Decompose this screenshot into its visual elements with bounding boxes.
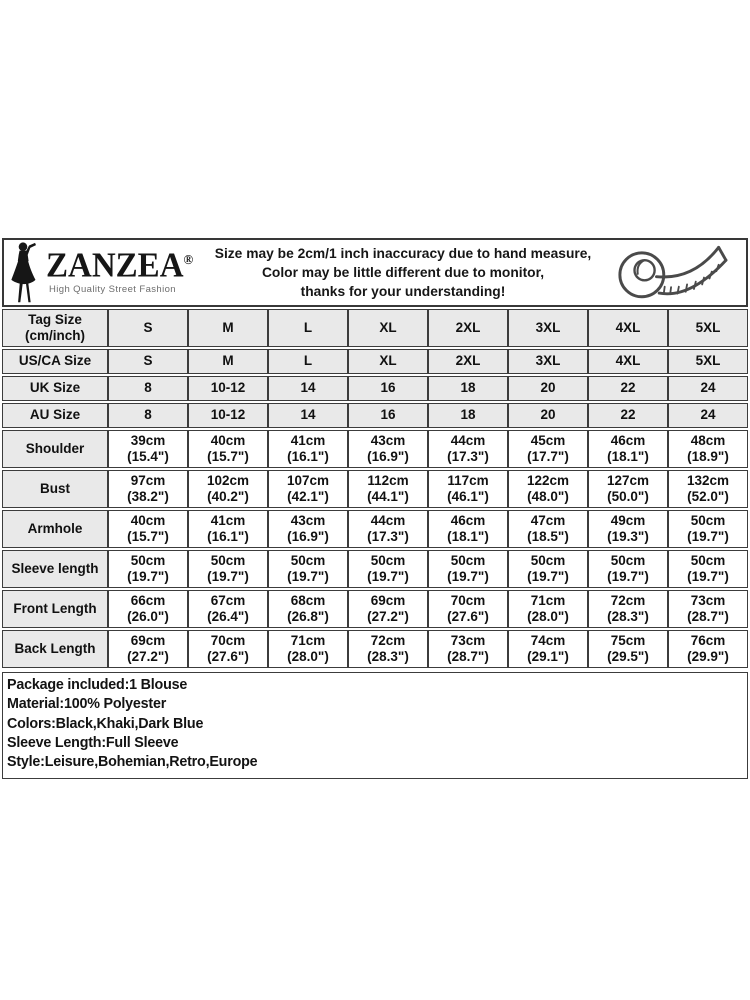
row-label-cell: Armhole	[2, 510, 108, 548]
size-notice	[200, 244, 606, 301]
size-value-cell: 102cm (40.2")	[188, 470, 268, 508]
size-value-cell: L	[268, 349, 348, 374]
size-value-cell: 50cm (19.7")	[428, 550, 508, 588]
size-value-cell: 40cm (15.7")	[108, 510, 188, 548]
size-value-cell: 4XL	[588, 349, 668, 374]
size-value-cell: 132cm (52.0")	[668, 470, 748, 508]
brand-tagline: High Quality Street Fashion	[49, 284, 176, 296]
size-value-cell: 68cm (26.8")	[268, 590, 348, 628]
measuring-tape-icon	[609, 241, 735, 305]
size-value-cell: M	[188, 309, 268, 347]
row-label-cell: Back Length	[2, 630, 108, 668]
size-value-cell: 66cm (26.0")	[108, 590, 188, 628]
row-label-cell: Front Length	[2, 590, 108, 628]
row-label-cell: Shoulder	[2, 430, 108, 468]
table-row	[2, 349, 748, 374]
table-row	[2, 430, 748, 468]
size-value-cell: 24	[668, 403, 748, 428]
size-value-cell: 50cm (19.7")	[588, 550, 668, 588]
size-value-cell: 112cm (44.1")	[348, 470, 428, 508]
size-value-cell: 20	[508, 376, 588, 401]
size-value-cell: 50cm (19.7")	[268, 550, 348, 588]
size-value-cell: 43cm (16.9")	[348, 430, 428, 468]
row-label-cell: UK Size	[2, 376, 108, 401]
size-value-cell: 97cm (38.2")	[108, 470, 188, 508]
size-value-cell: 50cm (19.7")	[348, 550, 428, 588]
size-value-cell: 22	[588, 403, 668, 428]
table-row	[2, 590, 748, 628]
size-value-cell: 18	[428, 403, 508, 428]
size-chart-sheet	[2, 238, 748, 779]
table-row	[2, 403, 748, 428]
size-value-cell: 41cm (16.1")	[268, 430, 348, 468]
size-value-cell: 10-12	[188, 403, 268, 428]
detail-line: Sleeve Length:Full Sleeve	[7, 734, 179, 751]
size-value-cell: 5XL	[668, 309, 748, 347]
detail-line: Colors:Black,Khaki,Dark Blue	[7, 715, 204, 732]
size-table	[2, 307, 748, 670]
size-value-cell: 22	[588, 376, 668, 401]
size-value-cell: 16	[348, 376, 428, 401]
size-value-cell: 2XL	[428, 309, 508, 347]
size-value-cell: 122cm (48.0")	[508, 470, 588, 508]
table-row	[2, 309, 748, 347]
size-value-cell: 41cm (16.1")	[188, 510, 268, 548]
size-value-cell: 71cm (28.0")	[508, 590, 588, 628]
size-value-cell: S	[108, 349, 188, 374]
size-value-cell: 24	[668, 376, 748, 401]
size-value-cell: 70cm (27.6")	[188, 630, 268, 668]
size-value-cell: 3XL	[508, 349, 588, 374]
size-value-cell: 50cm (19.7")	[668, 550, 748, 588]
size-value-cell: 70cm (27.6")	[428, 590, 508, 628]
size-value-cell: M	[188, 349, 268, 374]
size-value-cell: 46cm (18.1")	[428, 510, 508, 548]
size-value-cell: 50cm (19.7")	[668, 510, 748, 548]
size-value-cell: 44cm (17.3")	[428, 430, 508, 468]
size-value-cell: 2XL	[428, 349, 508, 374]
notice-line: Color may be little different due to monitor,	[261, 265, 545, 280]
size-value-cell: 44cm (17.3")	[348, 510, 428, 548]
row-label-cell: AU Size	[2, 403, 108, 428]
detail-line: Style:Leisure,Bohemian,Retro,Europe	[7, 754, 258, 771]
row-label-cell: Tag Size (cm/inch)	[2, 309, 108, 347]
size-value-cell: 39cm (15.4")	[108, 430, 188, 468]
tape-wrap	[606, 241, 738, 305]
size-value-cell: 71cm (28.0")	[268, 630, 348, 668]
size-value-cell: 117cm (46.1")	[428, 470, 508, 508]
size-value-cell: 72cm (28.3")	[348, 630, 428, 668]
table-row	[2, 630, 748, 668]
size-value-cell: 107cm (42.1")	[268, 470, 348, 508]
size-value-cell: 46cm (18.1")	[588, 430, 668, 468]
header	[2, 238, 748, 307]
table-row	[2, 510, 748, 548]
size-value-cell: XL	[348, 309, 428, 347]
size-value-cell: 48cm (18.9")	[668, 430, 748, 468]
row-label-cell: US/CA Size	[2, 349, 108, 374]
size-value-cell: 18	[428, 376, 508, 401]
size-value-cell: XL	[348, 349, 428, 374]
size-value-cell: 67cm (26.4")	[188, 590, 268, 628]
size-value-cell: 40cm (15.7")	[188, 430, 268, 468]
notice-line: Size may be 2cm/1 inch inaccuracy due to hand measure,	[214, 246, 592, 261]
size-value-cell: 3XL	[508, 309, 588, 347]
size-value-cell: 16	[348, 403, 428, 428]
size-value-cell: 47cm (18.5")	[508, 510, 588, 548]
size-value-cell: 73cm (28.7")	[428, 630, 508, 668]
size-value-cell: 74cm (29.1")	[508, 630, 588, 668]
detail-line: Material:100% Polyester	[7, 696, 167, 713]
size-value-cell: 75cm (29.5")	[588, 630, 668, 668]
brand-logo	[8, 241, 200, 304]
woman-silhouette-icon	[8, 242, 44, 304]
size-table-body	[2, 309, 748, 668]
size-value-cell: 10-12	[188, 376, 268, 401]
table-row	[2, 376, 748, 401]
size-value-cell: S	[108, 309, 188, 347]
row-label-cell: Sleeve length	[2, 550, 108, 588]
size-value-cell: 4XL	[588, 309, 668, 347]
size-value-cell: 76cm (29.9")	[668, 630, 748, 668]
registered-mark: ®	[183, 251, 194, 268]
row-label-cell: Bust	[2, 470, 108, 508]
size-value-cell: 69cm (27.2")	[348, 590, 428, 628]
size-value-cell: 127cm (50.0")	[588, 470, 668, 508]
product-details	[2, 672, 748, 779]
notice-line: thanks for your understanding!	[300, 284, 506, 299]
size-value-cell: 8	[108, 403, 188, 428]
size-value-cell: 50cm (19.7")	[108, 550, 188, 588]
size-value-cell: 14	[268, 403, 348, 428]
size-value-cell: 50cm (19.7")	[188, 550, 268, 588]
detail-line: Package included:1 Blouse	[7, 677, 188, 693]
size-value-cell: 8	[108, 376, 188, 401]
size-value-cell: L	[268, 309, 348, 347]
size-value-cell: 5XL	[668, 349, 748, 374]
size-value-cell: 73cm (28.7")	[668, 590, 748, 628]
size-value-cell: 14	[268, 376, 348, 401]
brand-text	[46, 247, 194, 296]
table-row	[2, 470, 748, 508]
table-row	[2, 550, 748, 588]
size-value-cell: 45cm (17.7")	[508, 430, 588, 468]
size-value-cell: 43cm (16.9")	[268, 510, 348, 548]
brand-name: ZANZEA®	[46, 247, 194, 286]
size-value-cell: 69cm (27.2")	[108, 630, 188, 668]
size-value-cell: 49cm (19.3")	[588, 510, 668, 548]
size-value-cell: 50cm (19.7")	[508, 550, 588, 588]
size-value-cell: 72cm (28.3")	[588, 590, 668, 628]
size-value-cell: 20	[508, 403, 588, 428]
